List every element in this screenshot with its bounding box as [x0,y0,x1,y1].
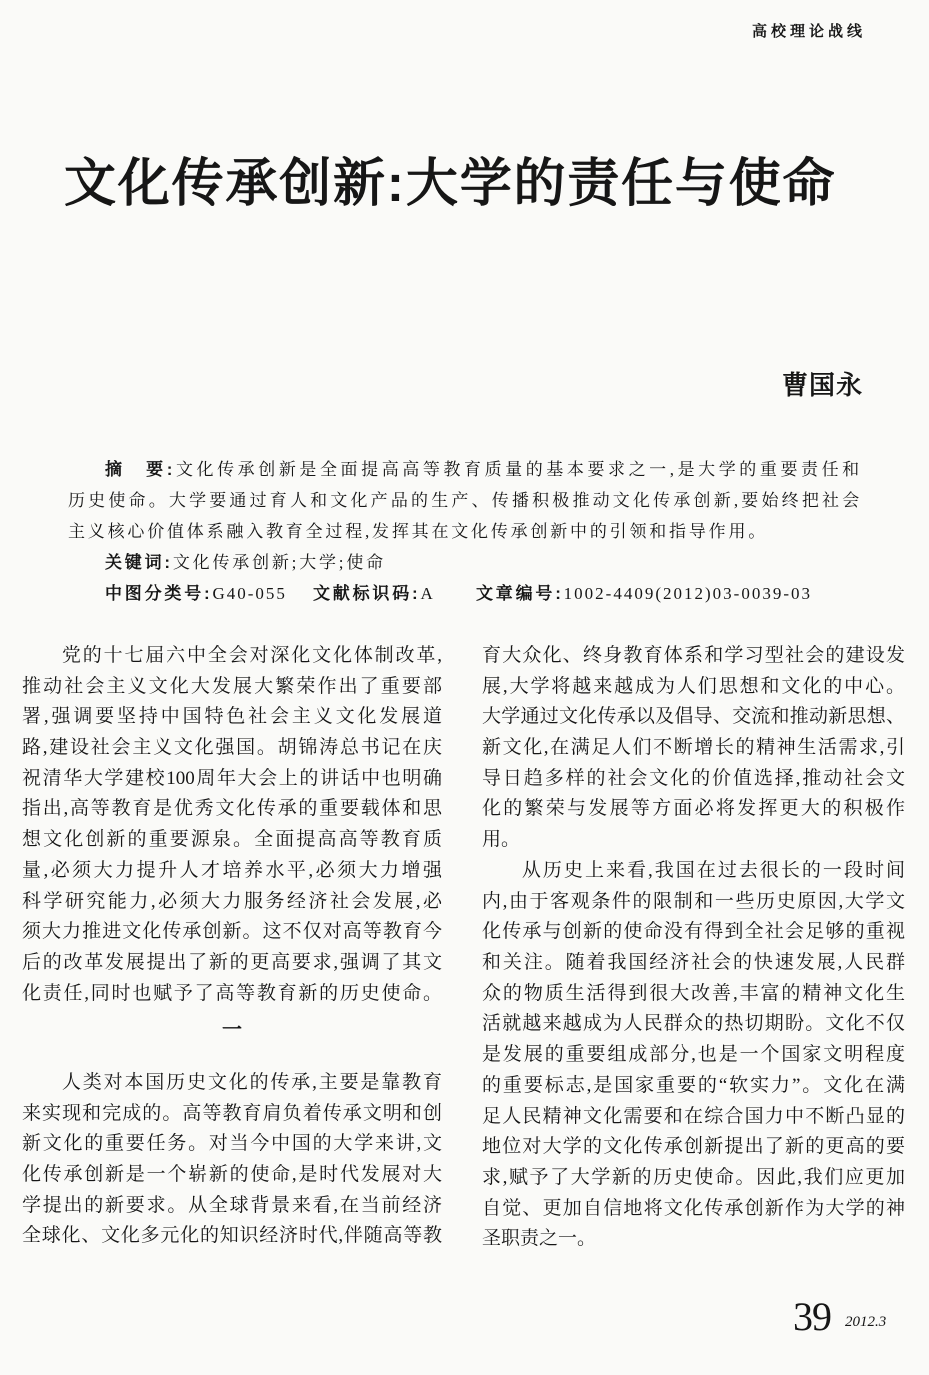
text-line: 人类对本国历史文化的传承,主要是靠教育 [61,1072,442,1093]
text-line: 须大力推进文化传承创新。这不仅对高等教育今 [22,921,442,943]
text-line: 指出,高等教育是优秀文化传承的重要载体和思 [22,798,442,820]
text-line: 从历史上来看,我国在过去很长的一段时间 [521,860,905,881]
paragraph [22,641,442,1009]
text-line: 求,赋予了大学新的历史使命。因此,我们应更加 [482,1166,905,1188]
article-title: 文化传承创新:大学的责任与使命 [64,155,837,213]
clc-label: 中图分类号: [105,584,213,603]
text-line: 祝清华大学建校100周年大会上的讲话中也明确 [22,767,442,789]
text-line: 内,由于客观条件的限制和一些历史原因,大学文 [482,890,905,912]
article-author: 曹国永 [781,370,863,400]
document-code-value: A [420,584,435,603]
abstract-line: 主义核心价值体系融入教育全过程,发挥其在文化传承创新中的引领和指导作用。 [68,522,769,541]
keywords-line [68,547,862,578]
journal-running-head: 高校理论战线 [751,23,866,40]
text-line: 推动社会主义文化大发展大繁荣作出了重要部 [22,675,442,697]
text-line: 化传承与创新的使命没有得到全社会足够的重视 [482,921,905,943]
text-line: 地位对大学的文化传承创新提出了新的更高的要 [482,1136,905,1158]
text-line: 新文化,在满足人们不断增长的精神生活需求,引 [482,737,905,759]
document-code-label: 文献标识码: [313,584,421,603]
text-line: 全球化、文化多元化的知识经济时代,伴随高等教 [22,1225,442,1247]
text-line: 自觉、更加自信地将文化传承创新作为大学的神 [482,1197,905,1219]
text-line: 路,建设社会主义文化强国。胡锦涛总书记在庆 [22,737,442,759]
abstract-line [68,454,862,485]
paragraph [482,641,905,856]
text-line: 署,强调要坚持中国特色社会主义文化发展道 [22,706,442,728]
text-line: 来实现和完成的。高等教育肩负着传承文明和创 [22,1102,442,1124]
clc-value: G40-055 [212,584,287,603]
text-line: 大学通过文化传承以及倡导、交流和推动新思想、 [482,706,905,728]
article-number [476,578,812,609]
text-line: 想文化创新的重要源泉。全面提高高等教育质 [22,829,442,851]
text-line: 量,必须大力提升人才培养水平,必须大力增强 [22,859,442,881]
document-code [313,578,435,609]
clc-number [105,578,287,609]
text-line: 化责任,同时也赋予了高等教育新的历史使命。 [22,982,442,1004]
text-line: 后的改革发展提出了新的更高要求,强调了其文 [22,951,442,973]
text-line: 科学研究能力,必须大力服务经济社会发展,必 [22,890,442,912]
keywords-label: 关键词: [105,553,173,572]
section-heading: 一 [222,1019,242,1041]
text-line: 足人民精神文化需要和在综合国力中不断凸显的 [482,1105,905,1127]
text-line: 化的繁荣与发展等方面必将发挥更大的积极作 [482,798,905,820]
text-line: 化传承创新是一个崭新的使命,是时代发展对大 [22,1164,442,1186]
text-line: 活就越来越成为人民群众的热切期盼。文化不仅 [482,1013,905,1035]
text-line: 众的物质生活得到很大改善,丰富的精神文化生 [482,982,905,1004]
issue-label: 2012.3 [845,1314,887,1330]
article-number-label: 文章编号: [476,584,564,603]
text-line: 和关注。随着我国经济社会的快速发展,人民群 [482,952,905,974]
text-line: 学提出的新要求。从全球背景来看,在当前经济 [22,1194,442,1216]
text-line: 新文化的重要任务。对当今中国的大学来讲,文 [22,1133,442,1155]
article-number-value: 1002-4409(2012)03-0039-03 [563,584,812,603]
text-line: 用。 [482,829,521,851]
text-line: 的重要标志,是国家重要的“软实力”。文化在满 [482,1074,905,1096]
text-line: 育大众化、终身教育体系和学习型社会的建设发 [482,645,905,666]
text-line: 导日趋多样的社会文化的价值选择,推动社会文 [482,767,905,789]
body-left-column [22,641,442,1281]
paragraph [482,856,905,1255]
classification-row [68,578,862,609]
body-right-column [482,641,905,1281]
text-line: 是发展的重要组成部分,也是一个国家文明程度 [482,1044,905,1066]
text-line: 党的十七届六中全会对深化文化体制改革, [61,645,442,666]
abstract-text: 文化传承创新是全面提高高等教育质量的基本要求之一,是大学的重要责任和 [175,460,862,479]
abstract-label: 摘 要: [105,460,176,479]
paragraph [22,1068,442,1252]
abstract-line: 历史使命。大学要通过育人和文化产品的生产、传播积极推动文化传承创新,要始终把社会 [68,491,862,510]
text-line: 展,大学将越来越成为人们思想和文化的中心。 [482,675,905,697]
keywords-value: 文化传承创新;大学;使命 [172,553,386,572]
page-number: 39 [793,1294,831,1339]
abstract-block [68,454,862,609]
text-line: 圣职责之一。 [482,1228,597,1250]
